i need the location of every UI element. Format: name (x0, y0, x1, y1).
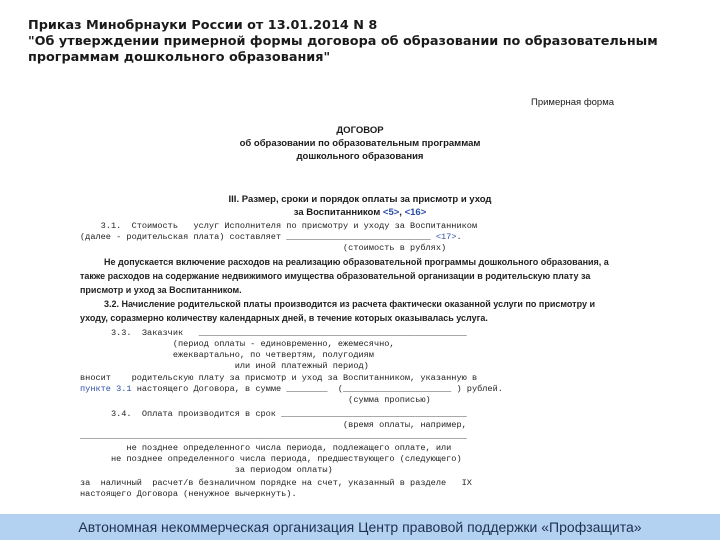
header-title-line2: программам дошкольного образования" (28, 50, 331, 65)
clause-3-2-line2: уходу, соразмерно количеству календарных дней, в течение которых оказывалась услуга. (80, 313, 488, 323)
clause-3-4-line2: за наличный расчет/в безналичном порядке на счет, указанный в разделе IX (80, 478, 472, 488)
footnote-link-16[interactable]: <16> (404, 207, 427, 218)
paragraph-line2: также расходов на содержание недвижимого имущества образовательной организации в родительскую плату за (80, 271, 591, 281)
clause-3-3-line2: вносит родительскую плату за присмотр и уход за Воспитанником, указанную в (80, 373, 478, 383)
payment-time-caption4: за периодом оплаты) (80, 465, 333, 475)
payment-period-caption1: (период оплаты - единовременно, ежемесячно, (80, 339, 395, 349)
footnote-link-17[interactable]: <17> (435, 232, 457, 242)
footer-banner: Автономная некоммерческая организация Центр правовой поддержки «Профзащита» (0, 514, 720, 540)
clause-3-4-blank: ___________________________________________________________________________ (80, 431, 467, 441)
clause-3-3-amount: настоящего Договора, в сумме ________ (_____________________ ) рублей. (131, 384, 503, 394)
section-heading-line2 (140, 206, 580, 219)
cost-caption: (стоимость в рублях) (80, 243, 447, 253)
payment-period-caption3: или иной платежный период) (80, 361, 369, 371)
paragraph-line3: присмотр и уход за Воспитанником. (80, 285, 242, 295)
section-heading-line1: III. Размер, сроки и порядок оплаты за присмотр и уход (228, 194, 492, 205)
amount-words-caption: (сумма прописью) (80, 395, 431, 405)
clause-3-1-line1: 3.1. Стоимость услуг Исполнителя по присмотру и уходу за Воспитанником (80, 221, 478, 231)
payment-period-caption2: ежеквартально, по четвертям, полугодиям (80, 350, 374, 360)
clause-3-1-period: . (456, 232, 462, 242)
payment-time-caption: (время оплаты, например, (80, 420, 467, 430)
clause-3-1-line2 (80, 232, 462, 243)
section-heading (140, 193, 580, 219)
paragraph-line1: Не допускается включение расходов на реализацию образовательной программы дошкольного образования, а (104, 257, 609, 267)
footnote-link-5[interactable]: <5> (382, 207, 400, 218)
clause-3-2-line1: 3.2. Начисление родительской платы производится из расчета фактически оказанной услуги по присмотру и (104, 299, 596, 309)
clause-3-4-line3: настоящего Договора (ненужное вычеркнуть). (80, 489, 297, 499)
clause-3-1-link[interactable]: пункте 3.1 (80, 384, 132, 394)
clause-3-3-line1: 3.3. Заказчик ____________________________________________________ (80, 328, 467, 338)
section-heading-prefix: за Воспитанником (293, 207, 383, 218)
payment-time-caption3: не позднее определенного числа периода, предшествующего (следующего) (80, 454, 462, 464)
contract-title (140, 124, 580, 163)
clause-3-1-text: (далее - родительская плата) составляет ____________________________ (80, 232, 436, 242)
document-header (28, 18, 708, 66)
clause-3-4-line1: 3.4. Оплата производится в срок ____________________________________ (80, 409, 467, 419)
header-order-line: Приказ Минобрнауки России от 13.01.2014 N 8 (28, 18, 378, 33)
form-type-label: Примерная форма (531, 97, 615, 108)
contract-subtitle-line2: дошкольного образования (296, 151, 424, 162)
ref-separator: , (399, 207, 405, 218)
contract-subtitle-line1: об образовании по образовательным программам (239, 138, 481, 149)
payment-time-caption2: не позднее определенного числа периода, подлежащего оплате, или (80, 443, 452, 453)
header-title-line1: "Об утверждении примерной формы договора об образовании по образовательным (28, 34, 658, 49)
clause-3-3-line3 (80, 384, 503, 395)
contract-title-word: ДОГОВОР (336, 125, 384, 136)
